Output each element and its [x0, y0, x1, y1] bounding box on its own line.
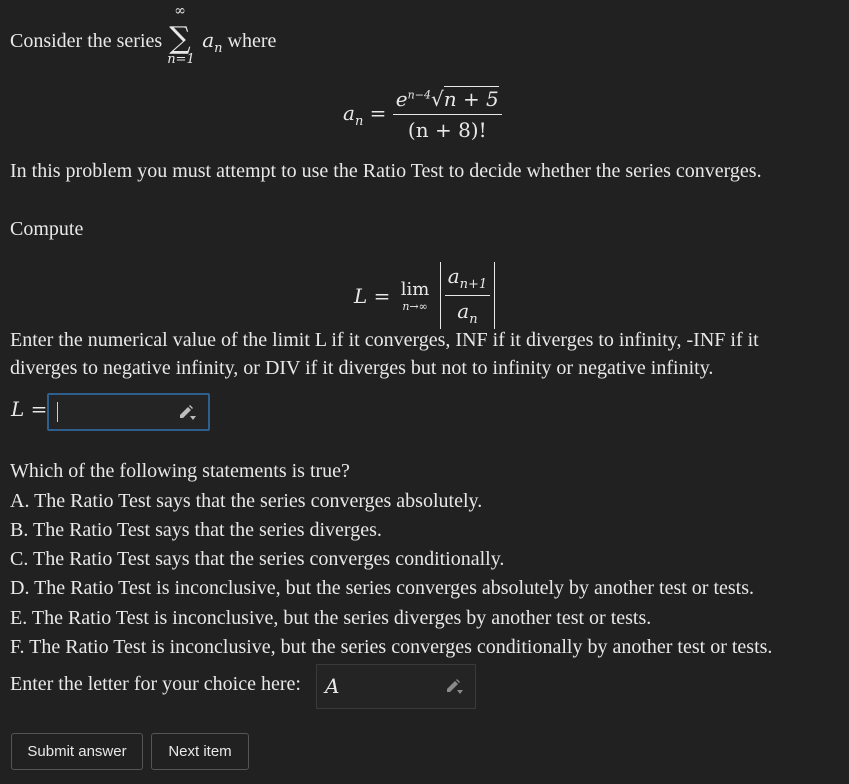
option-a: A. The Ratio Test says that the series converges absolutely. [10, 490, 483, 512]
text-cursor [57, 402, 58, 422]
l-equals: = [30, 397, 48, 421]
compute-label: Compute [10, 218, 84, 240]
enter-instruction-1: Enter the numerical value of the limit L if it converges, INF if it diverges to infinity, -INF if it [10, 329, 759, 351]
choice-answer-input[interactable] [316, 664, 476, 709]
next-item-button[interactable]: Next item [151, 733, 249, 770]
limit-numerator [445, 264, 490, 295]
series-statement [10, 3, 277, 67]
lim-text: lim [400, 278, 430, 300]
limit-den-sub: n [469, 312, 478, 327]
pencil-dropdown-icon[interactable] [177, 403, 197, 423]
pencil-dropdown-icon[interactable] [444, 677, 464, 697]
series-term: a [202, 28, 215, 52]
choice-label: Enter the letter for your choice here: [10, 673, 301, 695]
option-f: F. The Ratio Test is inconclusive, but the series converges conditionally by another test or tests. [10, 636, 773, 658]
limit-formula [354, 262, 495, 329]
limit-num-sub: n+1 [459, 277, 488, 292]
an-label-sub: n [354, 113, 364, 129]
l-letter: L [11, 397, 25, 421]
sigma-icon: ∑ [169, 21, 191, 56]
limit-equals: = [373, 283, 391, 308]
limit-denominator [445, 295, 490, 327]
option-b: B. The Ratio Test says that the series diverges. [10, 519, 382, 541]
absolute-value [440, 262, 495, 329]
enter-instruction-2: diverges to negative infinity, or DIV if it diverges but not to infinity or negative infinity. [10, 357, 714, 379]
lim-subscript: n→∞ [402, 299, 428, 313]
an-formula [343, 87, 502, 142]
question-prompt: Which of the following statements is true? [10, 460, 350, 482]
limit-operator [401, 279, 430, 313]
limit-answer-input[interactable] [47, 393, 210, 431]
sum-symbol [167, 3, 197, 67]
sqrt-body: n + 5 [443, 87, 499, 111]
series-intro-text: Consider the series [10, 30, 163, 52]
l-label [11, 397, 47, 421]
an-numerator [393, 87, 502, 114]
option-d: D. The Ratio Test is inconclusive, but the series converges absolutely by another test or tests. [10, 577, 755, 599]
option-e: E. The Ratio Test is inconclusive, but the series diverges by another test or tests. [10, 607, 652, 629]
limit-den-term: a [457, 299, 470, 323]
exp-power: n−4 [407, 88, 431, 102]
an-equals: = [369, 100, 387, 125]
submit-answer-button[interactable]: Submit answer [11, 733, 143, 770]
an-fraction [393, 87, 502, 142]
series-intro-after: where [227, 30, 277, 52]
sum-upper-limit: ∞ [174, 3, 186, 19]
choice-answer-value: A [325, 674, 340, 698]
option-c: C. The Ratio Test says that the series converges conditionally. [10, 548, 505, 570]
exp-base: e [395, 87, 408, 111]
sum-lower-limit: n=1 [167, 52, 195, 67]
limit-num-term: a [447, 264, 460, 288]
ratio-instruction: In this problem you must attempt to use the Ratio Test to decide whether the series converges. [10, 160, 762, 182]
limit-fraction [445, 264, 490, 327]
an-label: a [343, 100, 355, 125]
series-term-sub: n [214, 41, 223, 56]
limit-lhs: L [354, 283, 368, 308]
sqrt-icon: √ [430, 87, 444, 111]
an-denominator: (n + 8)! [393, 114, 502, 142]
